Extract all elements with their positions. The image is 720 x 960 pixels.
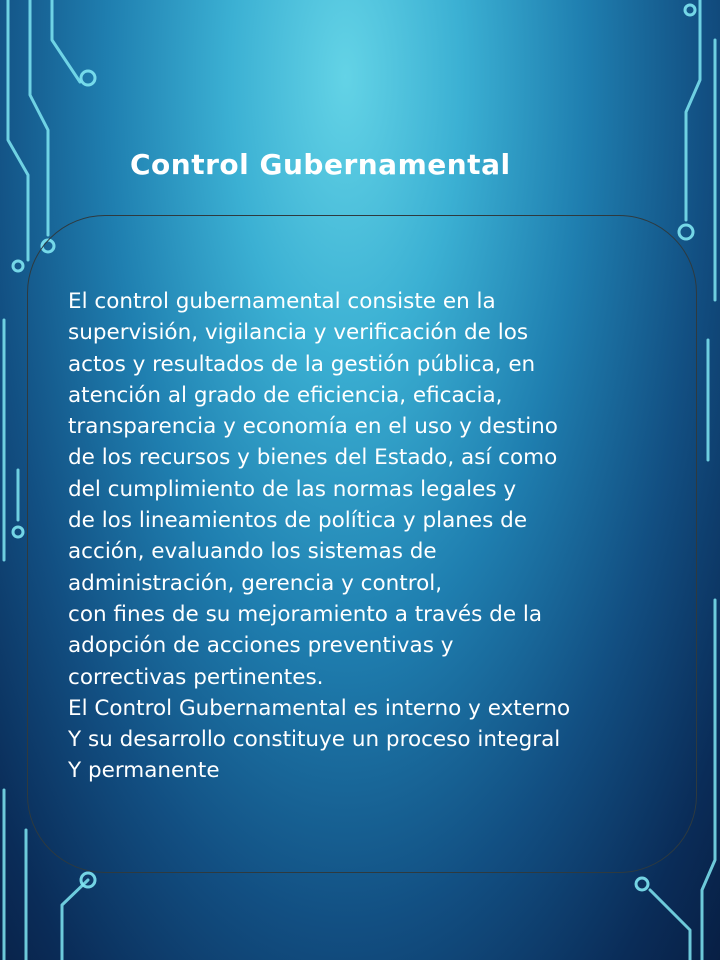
- body-line: del cumplimiento de las normas legales y: [68, 476, 517, 502]
- body-line: Y permanente: [68, 758, 220, 784]
- body-line: de los recursos y bienes del Estado, así como: [68, 445, 558, 471]
- slide-body-text: [68, 286, 708, 787]
- body-line: atención al grado de eficiencia, eficacia,: [68, 382, 503, 408]
- body-line: El control gubernamental consiste en la: [68, 289, 496, 314]
- body-line: transparencia y economía en el uso y destino: [68, 414, 558, 440]
- body-line: actos y resultados de la gestión pública, en: [68, 351, 536, 377]
- body-line: correctivas pertinentes.: [68, 664, 324, 690]
- body-line: con fines de su mejoramiento a través de la: [68, 601, 543, 627]
- slide-title: Control Gubernamental: [130, 148, 511, 181]
- body-line: de los lineamientos de política y planes de: [68, 508, 528, 534]
- body-line: Y su desarrollo constituye un proceso integral: [68, 727, 561, 753]
- body-line: acción, evaluando los sistemas de: [68, 539, 437, 565]
- body-line: El Control Gubernamental es interno y externo: [68, 695, 571, 721]
- body-line: supervisión, vigilancia y verificación de los: [68, 320, 529, 346]
- body-line: administración, gerencia y control,: [68, 570, 443, 596]
- body-line: adopción de acciones preventivas y: [68, 633, 454, 659]
